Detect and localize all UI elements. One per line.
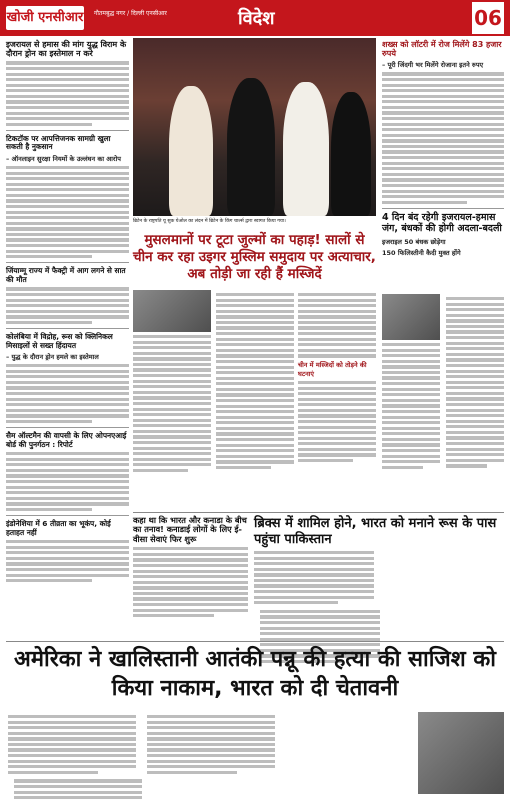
lead-body-col2 (216, 290, 294, 472)
photo-figure (227, 78, 275, 216)
bottom-body (8, 712, 413, 800)
middle-left-story (133, 516, 248, 620)
article-body (133, 335, 211, 472)
divider (6, 641, 504, 642)
right-body-a (382, 294, 440, 471)
article-body (382, 343, 440, 469)
article-body (14, 779, 142, 800)
article-body (216, 293, 294, 469)
photo-figure (169, 86, 213, 216)
article-subhead: 150 फिलिस्तीनी कैदी मुक्त होंगे (382, 248, 461, 257)
article-body (382, 72, 504, 203)
article-subhead: इजराइल 50 बंधक छोड़ेगा (382, 237, 446, 246)
right-body-b (446, 294, 504, 470)
inset-photo (382, 294, 440, 340)
lead-body-col3 (298, 290, 376, 465)
article-body (6, 364, 129, 423)
article-headline: कोलंबिया में विद्रोह, रूस को क्लिनिकल मिसाइलों से सख्त हिंदायत (6, 332, 113, 350)
left-column (6, 40, 129, 585)
article-headline: ब्रिक्स में शामिल होने, भारत को मनाने रूस के पास पहुंचा पाकिस्तान (254, 516, 497, 547)
article-headline: सैम ऑल्टमैन की वापसी के लिए ओपनएआई बोर्ड की पुनर्गठन : रिपोर्ट (6, 431, 127, 449)
photo-figure (331, 92, 371, 216)
divider (6, 130, 129, 131)
divider (6, 328, 129, 329)
article-body (6, 166, 129, 258)
bottom-headline: अमेरिका ने खालिस्तानी आतंकी पन्नू की हत्या की साजिश को किया नाकाम, भारत को दी चेतावनी (14, 647, 496, 701)
newspaper-logo: खोजी एनसीआर (6, 6, 84, 30)
dateline: गौतमबुद्ध नगर / दिल्ली एनसीआर (94, 10, 167, 17)
article-body (6, 287, 129, 324)
article-body (6, 452, 129, 511)
divider (6, 515, 129, 516)
lead-headline: मुसलमानों पर टूटा जुल्मों का पहाड़! सालों से चीन कर रहा उइगर मुस्लिम समुदाय पर अत्याचार, अब तोड़ी जा रही हैं मस्जिदें (133, 232, 376, 282)
article-body (298, 293, 376, 358)
article-headline: टिकटॉक पर आपत्तिजनक सामग्री खुला सकती है नुकसान (6, 133, 111, 152)
box-title: चीन में मस्जिदों को तोड़ने की घटनाएं (298, 360, 367, 378)
section-title: विदेश (238, 8, 275, 29)
lead-photo (133, 38, 376, 216)
article-body (446, 297, 504, 468)
photo-figure (283, 82, 329, 216)
article-body (298, 381, 376, 462)
middle-right-story (254, 516, 504, 666)
divider (6, 262, 129, 263)
lead-body-col1 (133, 290, 211, 474)
masthead (0, 0, 510, 36)
article-body (8, 715, 136, 776)
article-headline: शख्स को लॉटरी में रोज मिलेंगे 83 हजार रुपये (382, 40, 502, 59)
inset-photo (133, 290, 211, 332)
bottom-photo (418, 712, 504, 794)
divider (133, 512, 504, 513)
article-body (147, 715, 275, 776)
divider (6, 427, 129, 428)
article-headline: इंडोनेशिया में 6 तीव्रता का भूकंप, कोई हताहत नहीं (6, 519, 111, 537)
article-headline: जिंयाम्मू राज्य में फैक्ट्री में आग लगने से सात की मौत (6, 266, 126, 284)
article-body (6, 540, 129, 582)
page-number: 06 (472, 2, 504, 34)
article-body (6, 61, 129, 126)
divider (382, 208, 504, 209)
article-subhead: – युद्ध के दौरान ड्रोन हमले का इस्तेमाल (6, 353, 99, 362)
article-headline: 4 दिन बंद रहेगी इजरायल-हमास जंग, बंधकों की होगी अदला-बदली (382, 211, 502, 234)
article-headline: कहा था कि भारत और कनाडा के बीच का तनाव! कनाडाई लोगों के लिए ई-वीसा सेवाएं फिर शुरू (133, 515, 247, 544)
right-column (382, 40, 504, 259)
article-body (133, 547, 248, 617)
article-subhead: – ऑनलाइन सुरक्षा नियमों के उल्लंघन का आरोप (6, 154, 121, 163)
article-headline: इजरायल से हमास की मांग युद्ध विराम के दौरान ड्रोन का इस्तेमाल न करे (6, 40, 127, 59)
article-body (254, 551, 374, 607)
photo-caption: ब्रिटेन के राष्ट्रपति यू सुक येओल का लंदन में ब्रिटेन के किंग चार्ल्स द्वारा स्वागत किया गया। (133, 219, 286, 224)
article-subhead: – पूरी जिंदगी भर मिलेंगे रोजाना इतने रुपए (382, 61, 484, 70)
